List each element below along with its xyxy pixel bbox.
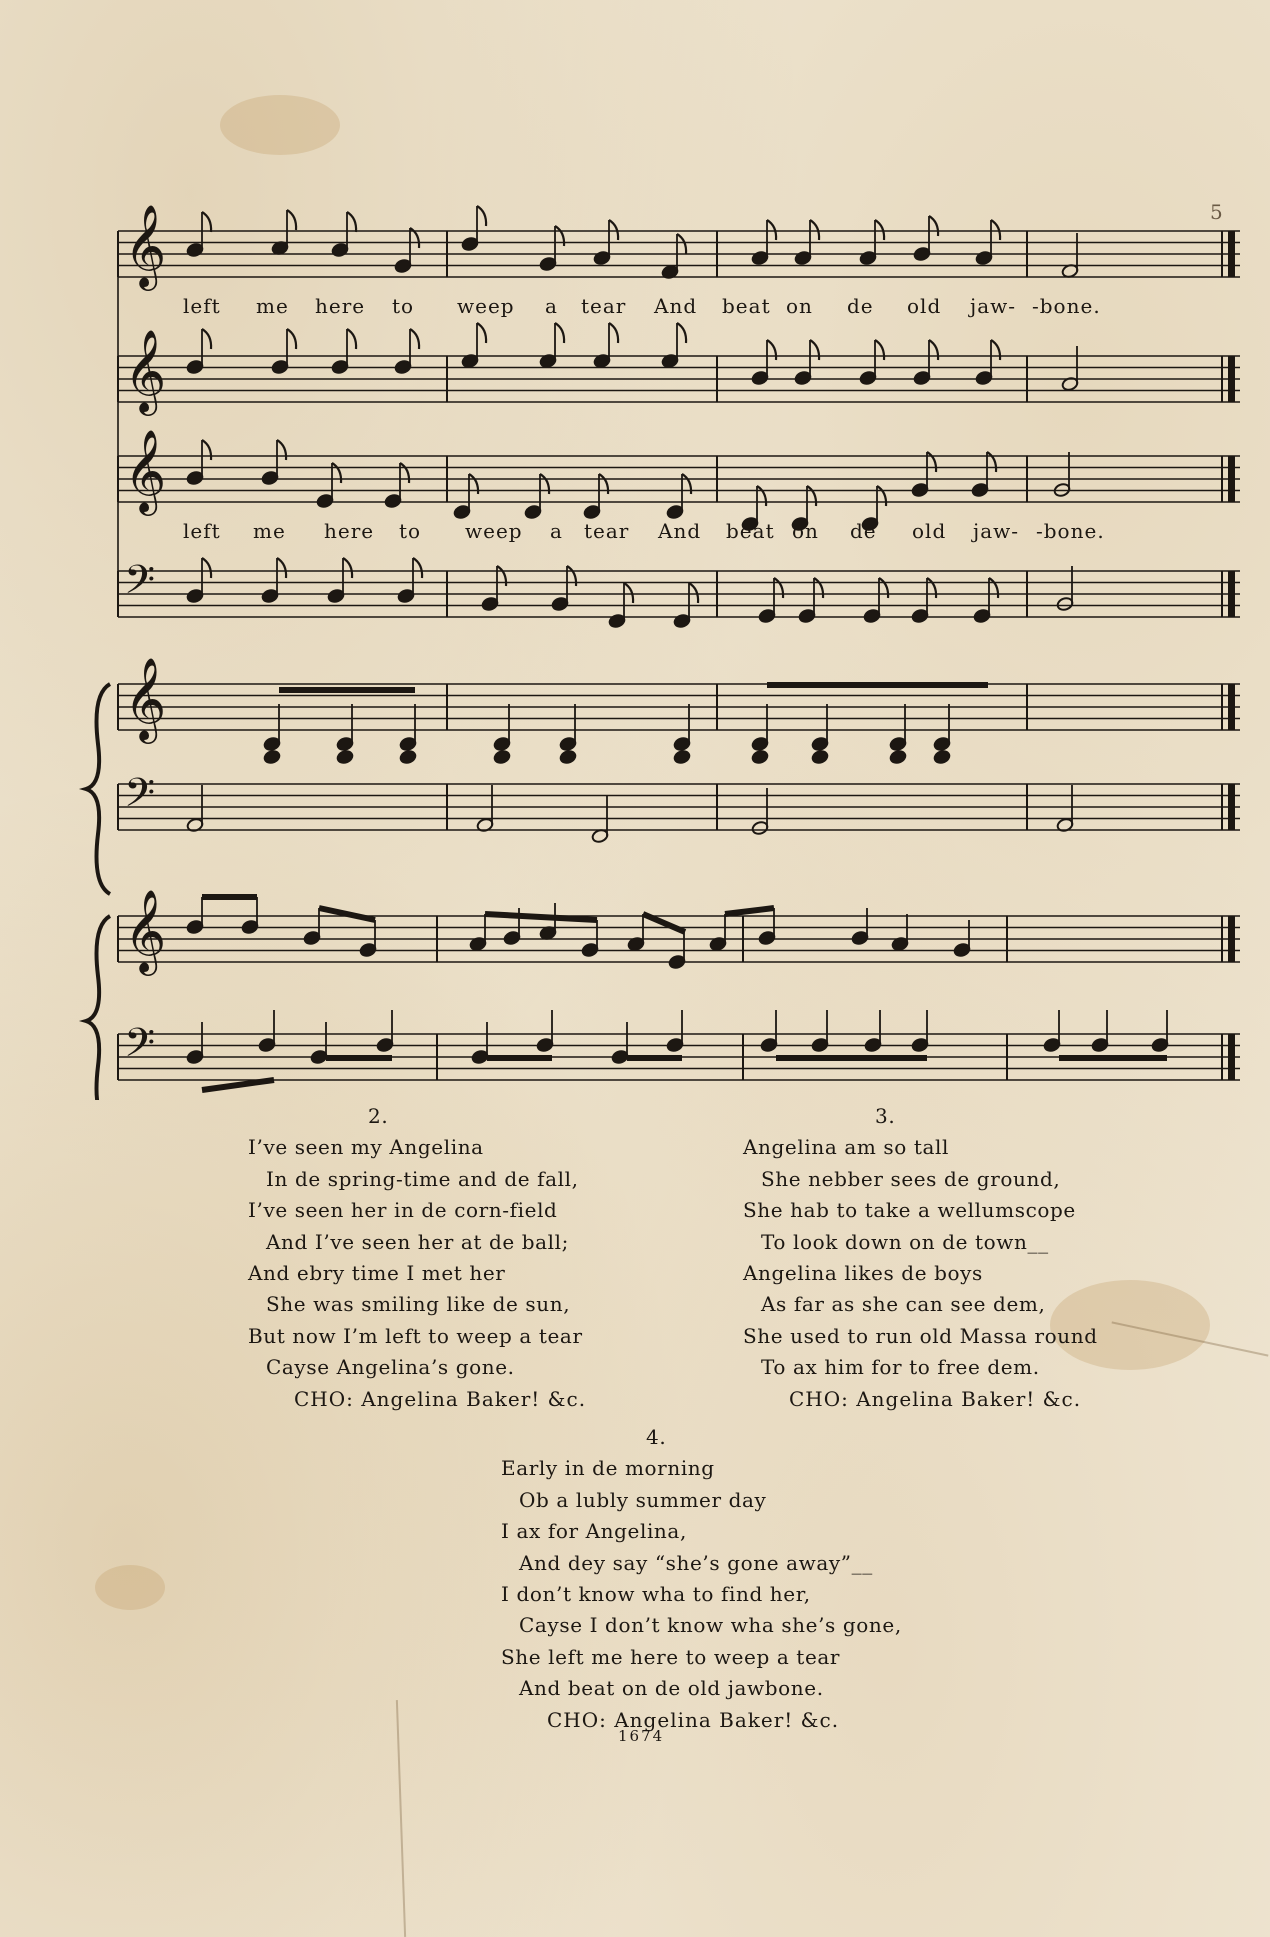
verse-line: But now I’m left to weep a tear [248, 1323, 583, 1348]
lyric-syllable: jaw- [970, 294, 1017, 318]
verse-line: I’ve seen her in de corn-field [248, 1198, 558, 1223]
final-barline [1228, 684, 1235, 730]
note-flag [202, 440, 211, 460]
verse-line: And ebry time I met her [248, 1261, 506, 1286]
lyric-syllable: beat [726, 519, 775, 543]
plate-number: 1674 [618, 1727, 665, 1745]
note-flag [987, 452, 996, 472]
lyric-syllable: a [545, 294, 558, 318]
treble-clef: 𝄞 [124, 329, 167, 413]
note-flag [400, 463, 409, 483]
bass-clef: 𝄢 [124, 556, 156, 613]
note-flag [807, 486, 816, 506]
notehead [493, 749, 511, 764]
note-flag [413, 558, 422, 578]
piano-brace [86, 916, 110, 1100]
note-flag [277, 558, 286, 578]
note-flag [810, 340, 819, 360]
final-barline [1228, 784, 1235, 830]
note-flag [287, 329, 296, 349]
chorus-line: CHO: Angelina Baker! &c. [547, 1707, 840, 1732]
note-beam [319, 908, 375, 920]
lyric-syllable: tear [581, 294, 627, 318]
lyrics-row-top [0, 294, 1270, 324]
final-barline [1228, 1034, 1235, 1080]
note-flag [991, 340, 1000, 360]
note-flag [927, 578, 936, 598]
verse-line: In de spring-time and de fall, [266, 1166, 579, 1191]
lyric-syllable: here [315, 294, 366, 318]
note-flag [927, 452, 936, 472]
lyric-syllable: on [786, 294, 813, 318]
note-flag [343, 558, 352, 578]
treble-clef: 𝄞 [124, 429, 167, 513]
verse-line: To ax him for to free dem. [761, 1355, 1040, 1380]
lyric-syllable: And [658, 519, 702, 543]
verse-line: And I’ve seen her at de ball; [266, 1229, 570, 1254]
note-flag [555, 323, 564, 343]
paper-crease [396, 1700, 406, 1937]
final-barline [1228, 231, 1235, 277]
note-flag [877, 486, 886, 506]
lyric-syllable: -bone. [1032, 294, 1101, 318]
lyric-syllable: left [183, 519, 221, 543]
verse-line: Angelina likes de boys [743, 1261, 983, 1286]
verse-line: She nebber sees de ground, [761, 1166, 1061, 1191]
note-flag [879, 578, 888, 598]
notehead [751, 749, 769, 764]
verse-line: To look down on de town__ [761, 1229, 1049, 1254]
final-barline [1228, 916, 1235, 962]
note-flag [202, 329, 211, 349]
verse-2 [248, 1101, 586, 1415]
bass-clef: 𝄢 [124, 769, 156, 826]
lyrics-row-middle [0, 519, 1270, 549]
lyric-syllable: jaw- [973, 519, 1020, 543]
note-flag [810, 220, 819, 240]
notehead [263, 749, 281, 764]
verse-4 [501, 1422, 902, 1736]
lyric-syllable: left [183, 294, 221, 318]
verse-line: As far as she can see dem, [761, 1292, 1046, 1317]
lyric-syllable: to [392, 294, 415, 318]
treble-clef: 𝄞 [124, 657, 167, 741]
verse-number: 3. [875, 1104, 896, 1128]
verse-line: She hab to take a wellumscope [743, 1198, 1076, 1223]
verse-line: She left me here to weep a tear [501, 1644, 841, 1669]
note-flag [609, 220, 618, 240]
verse-line: Ob a lubly summer day [519, 1487, 767, 1512]
note-flag [287, 210, 296, 230]
verse-line: Angelina am so tall [743, 1135, 949, 1160]
note-flag [347, 212, 356, 232]
notehead [559, 749, 577, 764]
notehead [336, 749, 354, 764]
verse-line: And beat on de old jawbone. [519, 1676, 824, 1701]
bass-clef: 𝄢 [124, 1019, 156, 1076]
note-flag [991, 220, 1000, 240]
note-flag [677, 234, 686, 254]
verse-line: And dey say “she’s gone away”__ [519, 1550, 873, 1575]
lyric-syllable: old [912, 519, 947, 543]
notehead [933, 749, 951, 764]
verse-line: Cayse I don’t know wha she’s gone, [519, 1613, 902, 1638]
note-beam [202, 1080, 274, 1090]
note-flag [774, 578, 783, 598]
note-flag [814, 578, 823, 598]
note-beam [725, 908, 774, 914]
verse-line: Cayse Angelina’s gone. [266, 1355, 515, 1380]
notehead [811, 749, 829, 764]
lyric-syllable: beat [722, 294, 771, 318]
lyric-syllable: weep [465, 519, 523, 543]
note-flag [989, 578, 998, 598]
final-barline [1228, 356, 1235, 402]
lyric-syllable: a [550, 519, 563, 543]
note-flag [767, 220, 776, 240]
note-flag [929, 340, 938, 360]
note-flag [677, 323, 686, 343]
final-barline [1228, 571, 1235, 617]
note-flag [332, 463, 341, 483]
lyric-syllable: on [792, 519, 819, 543]
note-flag [624, 583, 633, 603]
note-flag [347, 329, 356, 349]
treble-clef: 𝄞 [124, 204, 167, 288]
lyric-syllable: de [850, 519, 877, 543]
verse-number: 4. [646, 1425, 667, 1449]
lyric-syllable: to [399, 519, 422, 543]
chorus-line: CHO: Angelina Baker! &c. [789, 1386, 1082, 1411]
note-flag [875, 340, 884, 360]
note-flag [477, 206, 486, 226]
paper-stain [95, 1565, 165, 1610]
lyric-syllable: me [253, 519, 286, 543]
notehead [673, 749, 691, 764]
note-flag [767, 340, 776, 360]
notehead [399, 749, 417, 764]
verse-line: I ax for Angelina, [501, 1519, 687, 1544]
lyric-syllable: me [256, 294, 289, 318]
lyric-syllable: weep [457, 294, 515, 318]
notehead [889, 749, 907, 764]
verse-line: I don’t know wha to find her, [501, 1582, 811, 1607]
note-beam [485, 914, 597, 920]
verse-line: Early in de morning [501, 1456, 715, 1481]
note-flag [875, 220, 884, 240]
note-flag [757, 486, 766, 506]
verse-line: She used to run old Massa round [743, 1323, 1098, 1348]
verse-line: I’ve seen my Angelina [248, 1135, 484, 1160]
note-flag [202, 558, 211, 578]
final-barline [1228, 456, 1235, 502]
lyric-syllable: tear [584, 519, 630, 543]
lyric-syllable: old [907, 294, 942, 318]
lyric-syllable: here [324, 519, 375, 543]
verse-line: She was smiling like de sun, [266, 1292, 571, 1317]
page-number: 5 [1210, 200, 1223, 224]
lyric-syllable: -bone. [1036, 519, 1105, 543]
treble-clef: 𝄞 [124, 889, 167, 973]
lyric-syllable: de [847, 294, 874, 318]
note-flag [609, 323, 618, 343]
note-flag [410, 329, 419, 349]
note-flag [477, 323, 486, 343]
note-flag [929, 216, 938, 236]
piano-brace [86, 684, 110, 894]
note-flag [689, 583, 698, 603]
lyric-syllable: And [654, 294, 698, 318]
note-flag [277, 440, 286, 460]
verse-3 [743, 1101, 1098, 1415]
chorus-line: CHO: Angelina Baker! &c. [294, 1386, 587, 1411]
note-flag [202, 212, 211, 232]
verse-number: 2. [368, 1104, 389, 1128]
